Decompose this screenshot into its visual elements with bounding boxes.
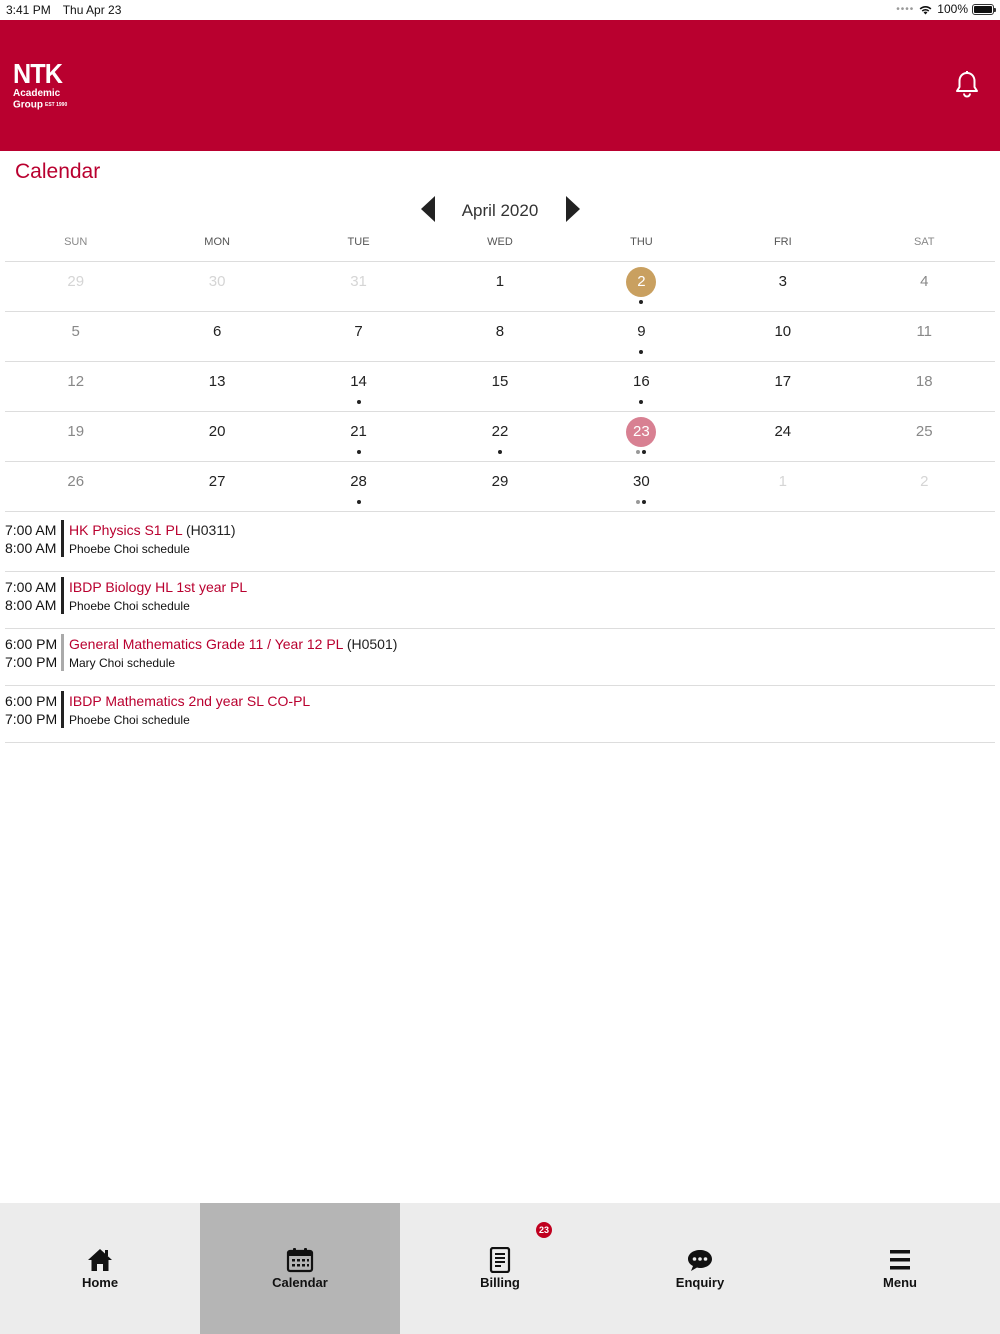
calendar-day-cell[interactable] <box>5 262 146 311</box>
event-info <box>69 521 236 557</box>
calendar-day-cell[interactable] <box>571 262 712 311</box>
day-number: 14 <box>350 373 367 390</box>
calendar-week-row <box>5 462 995 512</box>
event-color-bar <box>61 634 64 671</box>
event-end-time: 8:00 AM <box>5 597 57 613</box>
event-end-time: 7:00 PM <box>5 654 58 670</box>
weekday-label: WED <box>487 236 513 248</box>
tab-enquiry[interactable] <box>600 1203 800 1334</box>
tab-menu[interactable] <box>800 1203 1000 1334</box>
calendar-icon <box>286 1247 314 1273</box>
day-number: 18 <box>915 373 933 390</box>
weekday-label: THU <box>630 236 653 248</box>
day-number: 5 <box>71 323 80 340</box>
events-list <box>5 515 995 743</box>
calendar-day-cell[interactable] <box>571 362 712 411</box>
event-times <box>5 692 57 728</box>
day-number: 9 <box>637 323 646 340</box>
calendar-day-cell[interactable] <box>854 412 995 461</box>
day-number: 17 <box>774 373 792 390</box>
event-indicator <box>288 500 429 506</box>
notification-bell-icon[interactable] <box>954 70 980 98</box>
tab-label: Calendar <box>272 1275 328 1290</box>
event-item[interactable] <box>5 629 995 686</box>
page-title: Calendar <box>15 160 101 183</box>
tab-home[interactable] <box>0 1203 200 1334</box>
calendar-week-row <box>5 312 995 362</box>
event-indicator <box>571 350 712 356</box>
calendar-day-cell[interactable] <box>146 262 287 311</box>
day-number: 4 <box>920 273 929 290</box>
weekday-label: SAT <box>913 236 935 248</box>
weekday-label: MON <box>204 236 230 248</box>
event-title-line <box>69 521 236 539</box>
menu-icon <box>886 1247 914 1273</box>
calendar-day-cell[interactable] <box>571 412 712 461</box>
calendar-day-cell[interactable] <box>854 462 995 511</box>
calendar-day-cell[interactable] <box>429 462 570 511</box>
calendar-day-cell[interactable] <box>429 312 570 361</box>
weekday-label: FRI <box>773 236 792 248</box>
day-number: 29 <box>67 273 85 290</box>
calendar-day-cell[interactable] <box>712 362 853 411</box>
calendar-day-cell[interactable] <box>146 412 287 461</box>
calendar-day-cell[interactable] <box>712 312 853 361</box>
calendar-week-row <box>5 412 995 462</box>
day-number: 7 <box>354 323 363 340</box>
day-number: 13 <box>208 373 226 390</box>
event-dot <box>642 450 646 454</box>
calendar-day-cell[interactable] <box>146 312 287 361</box>
enquiry-icon <box>686 1247 714 1273</box>
event-indicator <box>571 400 712 406</box>
next-month-icon[interactable] <box>566 196 580 222</box>
previous-month-icon[interactable] <box>421 196 435 222</box>
event-title-line <box>69 578 247 596</box>
tab-label: Home <box>81 1275 119 1290</box>
event-start-time: 6:00 PM <box>5 693 58 709</box>
event-item[interactable] <box>5 686 995 743</box>
event-color-bar <box>61 691 64 728</box>
status-date: Thu Apr 23 <box>62 3 122 17</box>
tab-calendar[interactable] <box>200 1203 400 1334</box>
calendar-day-cell[interactable] <box>429 412 570 461</box>
event-dot <box>357 450 361 454</box>
tab-bar <box>0 1203 1000 1334</box>
calendar-day-cell[interactable] <box>712 262 853 311</box>
event-title[interactable]: IBDP Biology HL 1st year PL <box>69 579 248 595</box>
day-number: 24 <box>774 423 792 440</box>
day-number: 10 <box>774 323 792 340</box>
event-times <box>5 635 57 671</box>
event-subtitle: Phoebe Choi schedule <box>69 542 190 556</box>
calendar-day-cell[interactable] <box>854 312 995 361</box>
wifi-icon <box>918 4 933 15</box>
event-title[interactable]: HK Physics S1 PL <box>69 522 183 538</box>
event-subtitle: Mary Choi schedule <box>69 656 176 670</box>
tab-billing[interactable] <box>400 1203 600 1334</box>
event-dot <box>357 400 361 404</box>
day-number: 29 <box>491 473 509 490</box>
battery-percent: 100% <box>937 2 968 16</box>
event-info <box>69 578 247 614</box>
month-navigation <box>0 194 1000 224</box>
calendar-day-cell[interactable] <box>712 462 853 511</box>
event-end-time: 8:00 AM <box>5 540 57 556</box>
event-title-line <box>69 692 310 710</box>
day-number: 3 <box>778 273 787 290</box>
day-number: 2 <box>626 267 656 297</box>
calendar-day-cell[interactable] <box>571 312 712 361</box>
calendar-grid <box>5 261 995 512</box>
battery-icon <box>972 4 994 15</box>
day-number: 23 <box>626 417 656 447</box>
month-label: April 2020 <box>461 201 539 220</box>
calendar-week-row <box>5 362 995 412</box>
day-number: 26 <box>67 473 85 490</box>
day-number: 31 <box>350 273 367 290</box>
calendar-day-cell[interactable] <box>854 262 995 311</box>
event-title[interactable]: General Mathematics Grade 11 / Year 12 PL <box>69 636 343 652</box>
calendar-day-cell[interactable] <box>5 312 146 361</box>
calendar-day-cell[interactable] <box>5 362 146 411</box>
day-number: 30 <box>633 473 650 490</box>
day-number: 25 <box>915 423 933 440</box>
billing-icon <box>486 1247 514 1273</box>
tab-label: Billing <box>480 1275 520 1290</box>
calendar-day-cell[interactable] <box>429 362 570 411</box>
event-color-bar <box>61 520 64 557</box>
calendar-day-cell[interactable] <box>146 362 287 411</box>
calendar-day-cell[interactable] <box>288 412 429 461</box>
calendar-day-cell[interactable] <box>288 312 429 361</box>
day-number: 1 <box>778 473 787 490</box>
ntk-logo[interactable] <box>13 60 68 111</box>
day-number: 28 <box>350 473 367 490</box>
weekday-label: TUE <box>347 236 370 248</box>
day-number: 11 <box>916 323 933 340</box>
event-item[interactable] <box>5 572 995 629</box>
calendar-day-cell[interactable] <box>571 462 712 511</box>
event-info <box>69 635 397 671</box>
event-code: (H0311) <box>182 522 236 538</box>
event-times <box>5 578 56 614</box>
event-dot <box>639 300 643 304</box>
event-dot <box>639 400 643 404</box>
day-number: 19 <box>67 423 85 440</box>
event-dot <box>642 500 646 504</box>
day-number: 15 <box>491 373 509 390</box>
tab-label: Enquiry <box>675 1275 725 1290</box>
day-number: 6 <box>212 323 222 340</box>
event-title-line <box>69 635 397 653</box>
event-dot <box>357 500 361 504</box>
event-indicator <box>571 500 712 506</box>
logo-text: NTK <box>13 58 63 89</box>
day-number: 12 <box>67 373 85 390</box>
logo-line2: Group <box>13 99 43 111</box>
event-color-bar <box>61 577 64 614</box>
logo-line1: Academic <box>13 88 61 99</box>
calendar-day-cell[interactable] <box>5 462 146 511</box>
event-dot <box>636 450 640 454</box>
app-header <box>0 20 1000 151</box>
calendar-week-row <box>5 262 995 312</box>
event-item[interactable] <box>5 515 995 572</box>
weekday-header <box>5 236 995 248</box>
logo-est: EST 1990 <box>45 102 68 108</box>
day-number: 16 <box>633 373 650 390</box>
event-dot <box>498 450 502 454</box>
calendar-day-cell[interactable] <box>288 462 429 511</box>
event-indicator <box>288 450 429 456</box>
billing-badge: 23 <box>536 1222 552 1238</box>
event-dot <box>639 350 643 354</box>
status-time: 3:41 PM <box>6 3 51 17</box>
event-dot <box>636 500 640 504</box>
day-number: 27 <box>208 473 226 490</box>
event-times <box>5 521 56 557</box>
day-number: 2 <box>920 473 929 490</box>
day-number: 8 <box>495 323 505 340</box>
event-subtitle: Phoebe Choi schedule <box>69 599 190 613</box>
home-icon <box>86 1247 114 1273</box>
day-number: 21 <box>350 423 367 440</box>
calendar-day-cell[interactable] <box>429 262 570 311</box>
day-number: 22 <box>491 423 509 440</box>
event-title[interactable]: IBDP Mathematics 2nd year SL CO-PL <box>69 693 311 709</box>
calendar-day-cell[interactable] <box>146 462 287 511</box>
calendar-day-cell[interactable] <box>712 412 853 461</box>
day-number: 30 <box>208 273 226 290</box>
calendar-day-cell[interactable] <box>854 362 995 411</box>
event-indicator <box>429 450 570 456</box>
day-number: 20 <box>208 423 226 440</box>
event-end-time: 7:00 PM <box>5 711 58 727</box>
event-start-time: 7:00 AM <box>5 579 57 595</box>
calendar-day-cell[interactable] <box>288 362 429 411</box>
event-info <box>69 692 310 728</box>
calendar-day-cell[interactable] <box>288 262 429 311</box>
day-number: 1 <box>495 273 505 290</box>
event-code: (H0501) <box>342 636 398 652</box>
weekday-label: SUN <box>64 236 88 248</box>
event-indicator <box>571 450 712 456</box>
event-subtitle: Phoebe Choi schedule <box>69 713 190 727</box>
event-start-time: 6:00 PM <box>5 636 58 652</box>
calendar-day-cell[interactable] <box>5 412 146 461</box>
event-indicator <box>571 300 712 306</box>
tab-label: Menu <box>883 1275 917 1290</box>
signal-icon: •••• <box>896 3 915 15</box>
event-start-time: 7:00 AM <box>5 522 57 538</box>
event-indicator <box>288 400 429 406</box>
status-bar <box>0 0 1000 20</box>
